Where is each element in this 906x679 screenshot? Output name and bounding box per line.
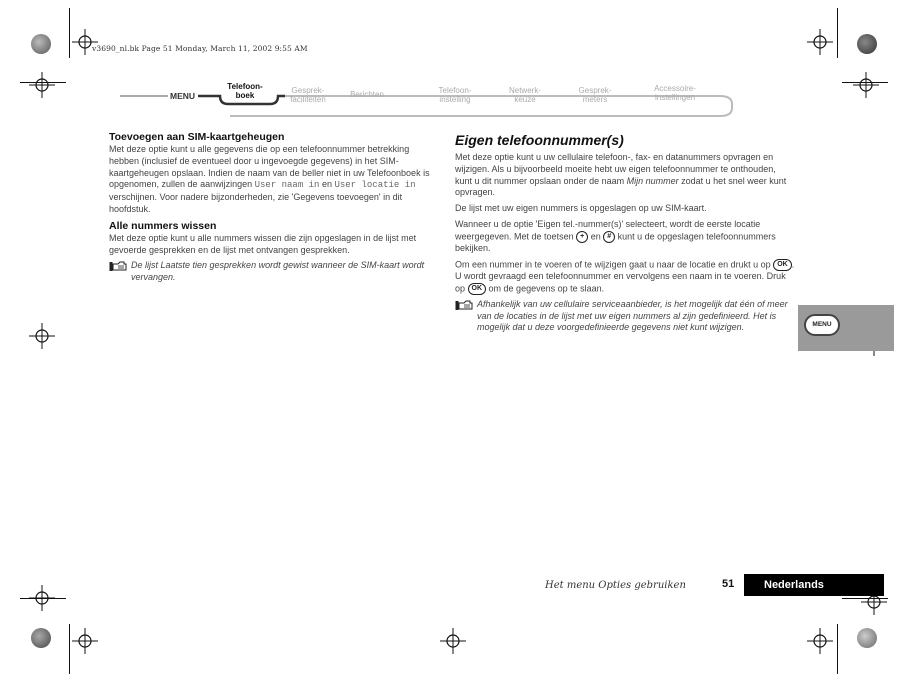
right-column: [455, 131, 795, 338]
registration-mark-icon: [807, 628, 833, 654]
nav-item-telefooninstelling: Telefoon- instelling: [438, 86, 472, 104]
intro-text-b: zodat u het snel weer kunt opvragen.: [455, 175, 787, 198]
crop-mark: [837, 624, 838, 674]
calibration-dot-icon: [857, 628, 877, 648]
section-heading-wipe: Alle nummers wissen: [109, 219, 217, 232]
calibration-dot-icon: [857, 34, 877, 54]
hash-key-icon: #: [603, 231, 615, 243]
nav-item-berichten: Berichten: [350, 90, 384, 99]
edit-text-b: . U wordt gevraagd een telefoonnummer en vervolgens een naam in te voeren. Druk op: [455, 259, 795, 294]
plus-key-icon: +: [576, 231, 588, 243]
sim-text-end: verschijnen. Voor nadere bijzonderheden, zie 'Gegevens toevoegen' in dit hoofdstuk.: [109, 192, 403, 214]
crop-mark: [69, 624, 70, 674]
sim-paragraph: [109, 144, 439, 216]
nav-item-netwerkkeuze: Netwerk- keuze: [508, 86, 541, 104]
browse-text-a: Wanneer u de optie 'Eigen tel.-nummer(s)' selecteert, wordt de eerste locatie weergegeven. Met de toetsen: [455, 218, 761, 242]
nav-menu-label: MENU: [170, 91, 196, 101]
edit-text-a: Om een nummer in te voeren of te wijzigen gaat u naar de locatie en drukt u op: [455, 259, 771, 270]
browse-and: en: [590, 231, 601, 242]
section-heading-sim: Toevoegen aan SIM-kaartgeheugen: [109, 131, 285, 143]
edit-paragraph: [455, 259, 795, 295]
print-header: v3690_nl.bk Page 51 Monday, March 11, 2002 9:55 AM: [92, 44, 308, 53]
note-hand-icon: [455, 300, 473, 311]
registration-mark-icon: [72, 628, 98, 654]
nav-item-telefoonboek: Telefoon- boek: [227, 82, 263, 100]
code-user-location: User locatie in: [334, 180, 416, 191]
browse-paragraph: [455, 219, 795, 255]
sim-text: Met deze optie kunt u alle gegevens die op een telefoonnummer betrekking hebben (inclusief de eventueel door u ingevoegde gegevens) in het SIM-kaartgeheugen opslaan. Indien de naam van de beller niet in uw Telefoonboek is opgenomen, zullen de aanwijzingen: [109, 144, 430, 190]
calibration-dot-icon: [31, 34, 51, 54]
intro-text-a: Met deze optie kunt u uw cellulaire telefoon-, fax- en datanummers opvragen en wijzigen. Als u bijvoorbeeld moeite hebt uw eigen telefoonnummer te onthouden, kunt u dit nummer opslaan onder de naam: [455, 152, 776, 186]
page-number: 51: [722, 578, 735, 590]
own-number-intro: [455, 152, 795, 199]
ok-key-icon: OK: [773, 259, 792, 271]
wipe-note-text: De lijst Laatste tien gesprekken wordt gewist wanneer de SIM-kaart wordt vervangen.: [131, 260, 425, 283]
my-number-label: Mijn nummer: [626, 175, 679, 186]
provider-note-text: Afhankelijk van uw cellulaire serviceaanbieder, is het mogelijk dat één of meer van de locaties in de lijst met uw eigen nummers al zijn gedefinieerd. Het is mogelijk dat u deze voorgedefinieerde gegevens niet kunt wijzigen.: [477, 298, 788, 333]
page-title: Eigen telefoonnummer(s): [455, 132, 624, 148]
registration-mark-icon: [440, 628, 466, 654]
left-column: [109, 131, 439, 288]
menu-breadcrumb: [120, 80, 740, 120]
wipe-paragraph: Met deze optie kunt u alle nummers wissen die zijn opgeslagen in de lijst met gevoerde gesprekken en de lijst met ontvangen gesprekken.: [109, 232, 417, 255]
registration-mark-icon: [853, 72, 879, 98]
nav-item-accessoireinstellingen: Accessoire- instellingen: [654, 84, 696, 102]
registration-mark-icon: [29, 72, 55, 98]
code-user-name: User naam in: [254, 180, 320, 191]
note-hand-icon: [109, 261, 127, 272]
nav-item-gesprekfaciliteiten: Gesprek- faciliteiten: [290, 86, 326, 104]
calibration-dot-icon: [31, 628, 51, 648]
sim-and: en: [321, 179, 332, 190]
ok-key-icon: OK: [468, 283, 487, 295]
registration-mark-icon: [807, 29, 833, 55]
footer-chapter: Het menu Opties gebruiken: [545, 580, 686, 591]
language-tab: Nederlands: [744, 574, 884, 596]
menu-key-icon: MENU: [804, 314, 840, 336]
crop-mark: [69, 8, 70, 58]
registration-mark-icon: [29, 585, 55, 611]
nav-item-gesprekmeters: Gesprek- meters: [578, 86, 612, 104]
browse-text-b: kunt u de opgeslagen telefoonnummers bekijken.: [455, 231, 776, 253]
crop-mark: [837, 8, 838, 58]
edit-text-c: om de gegevens op te slaan.: [488, 283, 605, 294]
wipe-note: [109, 260, 439, 284]
provider-note: [455, 299, 795, 334]
registration-mark-icon: [29, 323, 55, 349]
sim-storage-paragraph: De lijst met uw eigen nummers is opgeslagen op uw SIM-kaart.: [455, 203, 707, 214]
